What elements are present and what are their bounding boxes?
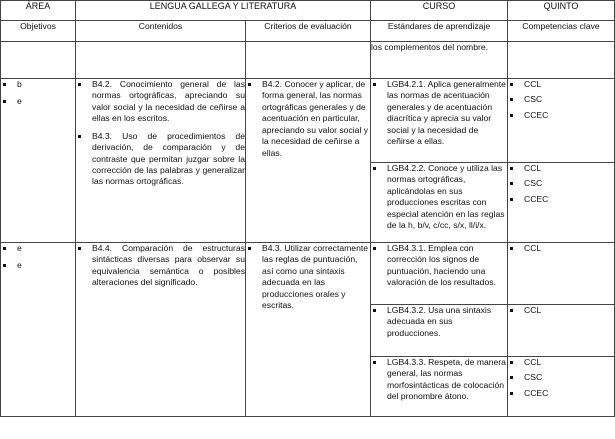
objectives-cell (1, 243, 76, 417)
objective-item: e (1, 260, 75, 271)
competence-item: CSC (508, 178, 614, 189)
standard-item: LGB4.3.1. Emplea con corrección los signos de puntuación, haciendo una valoración de los resultados. (371, 243, 507, 289)
objective-item: e (1, 96, 75, 107)
objective-item: e (1, 243, 75, 254)
criteria-cell (246, 243, 371, 417)
column-header-criteria: Criterios de evaluación (246, 21, 371, 42)
competence-item: CCL (508, 243, 614, 254)
standard-cell (371, 357, 508, 417)
standard-item: LGB4.2.2. Conoce y utiliza las normas ortográficas, aplicándolas en sus producciones escritas con especial atención en las reglas de la h, b/v, c/cc, s/x, ll/i/x. (371, 163, 507, 232)
column-header-competences: Competencias clave (508, 21, 615, 42)
criterion-item: B4.2. Conocer y aplicar, de forma general, las normas ortográficas generales y de acentuación en particular, apreciando su valor social y la necesidad de ceñirse a ellas. (246, 79, 370, 159)
standard-item: LGB4.2.1. Aplica generalmente las normas de acentuación generales y de acentuación diacrítica y aprecia su valor social y la necesidad de ceñirse a ellas. (371, 79, 507, 148)
column-header-contents: Contenidos (76, 21, 246, 42)
objectives-cell (1, 79, 76, 243)
column-header-row (1, 21, 615, 42)
competence-item: CSC (508, 372, 614, 383)
competence-item: CCEC (508, 194, 614, 205)
competences-cell (508, 79, 615, 163)
content-item: B4.4. Comparación de estructuras sintácticas diversas para observar su equivalencia semántica o posibles alteraciones del significado. (76, 243, 245, 289)
standard-cell (371, 305, 508, 357)
standard-cell (371, 243, 508, 305)
course-label: CURSO (371, 1, 508, 21)
column-header-objectives: Objetivos (1, 21, 76, 42)
objective-item: b (1, 79, 75, 90)
area-label: ÁREA (1, 1, 76, 21)
block-row (1, 79, 615, 163)
competence-item: CCL (508, 163, 614, 174)
criterion-item: B4.3. Utilizar correctamente las reglas de puntuación, así como una sintaxis adecuada en las producciones orales y escritas. (246, 243, 370, 312)
competences-cell (508, 357, 615, 417)
standard-cell (371, 163, 508, 243)
contents-cell (76, 243, 246, 417)
content-item: B4.3. Uso de procedimientos de derivación, de comparación y de contraste que permitan juzgar sobre la corrección de las palabras y generalizar las normas ortográficas. (76, 131, 245, 188)
standard-cell (371, 79, 508, 163)
standard-item: LGB4.3.3. Respeta, de manera general, las normas morfosintácticas de colocación del pronombre átono. (371, 357, 507, 403)
competences-cell (508, 243, 615, 305)
standard-item: LGB4.3.2. Usa una sintaxis adecuada en sus producciones. (371, 305, 507, 339)
continuation-text: los complementos del nombre. (371, 42, 508, 79)
criteria-cell (246, 79, 371, 243)
competence-item: CCEC (508, 110, 614, 121)
subject-title: LENGUA GALLEGA Y LITERATURA (76, 1, 371, 21)
competence-item: CCL (508, 305, 614, 316)
contents-cell (76, 79, 246, 243)
competences-cell (508, 305, 615, 357)
competences-cell (508, 163, 615, 243)
course-value: QUINTO (508, 1, 615, 21)
competence-item: CCL (508, 357, 614, 368)
competence-item: CCEC (508, 388, 614, 399)
block-row (1, 243, 615, 305)
column-header-standards: Estándares de aprendizaje (371, 21, 508, 42)
header-row (1, 1, 615, 21)
continuation-row (1, 42, 615, 79)
content-item: B4.2. Conocimiento general de las normas ortográficas, apreciando su valor social y la necesidad de ceñirse a ellas en los escritos. (76, 79, 245, 125)
competence-item: CCL (508, 79, 614, 90)
competence-item: CSC (508, 94, 614, 105)
